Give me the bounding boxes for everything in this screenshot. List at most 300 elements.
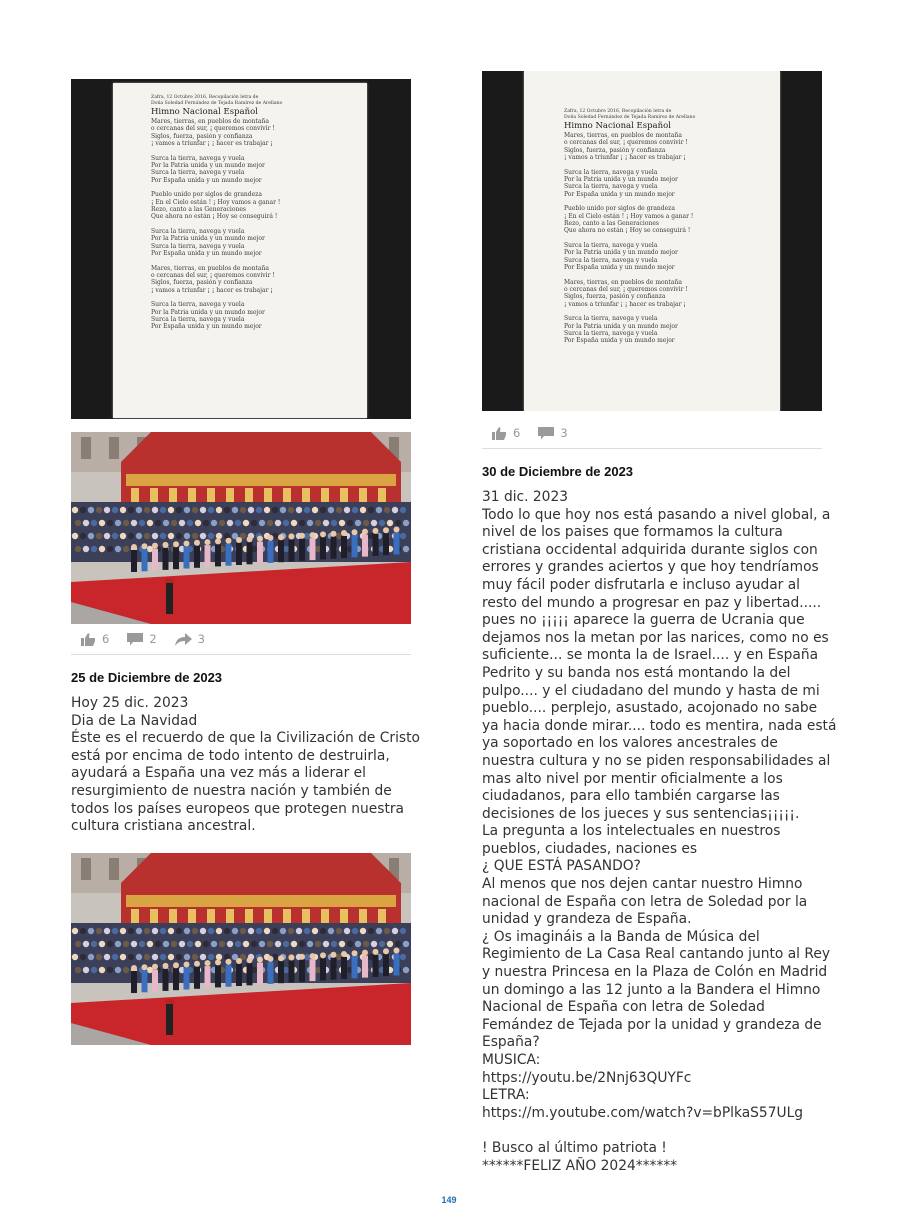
crowd-figure	[171, 520, 177, 526]
crowd-figure	[272, 507, 278, 513]
lyric-line: Por la Patria unida y un mundo mejor	[564, 176, 678, 184]
dignitary	[268, 541, 274, 563]
dignitary-head	[383, 527, 389, 533]
sheet-header-line: Zafra, 12 Octubre 2016, Recopilación letra de	[151, 95, 259, 100]
crowd-figure	[131, 941, 137, 947]
lyrics-sheet-photo[interactable]	[71, 79, 411, 419]
crowd-figure	[88, 533, 94, 539]
crowd-figure	[368, 507, 374, 513]
crowd-figure	[152, 928, 158, 934]
lyric-line: ¡ vamos a triunfar ¡ ¡ hacer es trabajar ¡	[151, 140, 273, 148]
crowd-figure	[115, 546, 121, 552]
crowd-figure	[360, 928, 366, 934]
crowd-figure	[139, 520, 145, 526]
crowd-figure	[219, 520, 225, 526]
share-action[interactable]	[175, 632, 205, 646]
text-line: está por encima de todo intento de destruirla,	[71, 747, 390, 764]
lyric-line: o cercanas del sur, ¡ queremos convivir !	[151, 125, 275, 133]
crowd-figure	[107, 941, 113, 947]
crowd-figure	[99, 941, 105, 947]
lyric-line: Surca la tierra, navega y vuela	[564, 256, 658, 264]
crowd-figure	[200, 928, 206, 934]
text-line: y nuestra Princesa en la Plaza de Colón en Madrid	[482, 964, 828, 981]
crowd-figure	[131, 520, 137, 526]
comment-count: 3	[560, 426, 568, 440]
crowd-figure	[315, 520, 321, 526]
crowd-figure	[235, 520, 241, 526]
text-line: pues no ¡¡¡¡¡ aparece la guerra de Ucrania que	[482, 612, 805, 629]
text-line: ! Busco al último patriota !	[482, 1139, 667, 1156]
crowd-figure	[336, 507, 342, 513]
dignitary-head	[142, 964, 148, 970]
dignitary	[310, 538, 316, 560]
text-line: MUSICA:	[482, 1052, 541, 1068]
text-line: España?	[482, 1034, 540, 1051]
crowd-figure	[232, 928, 238, 934]
crowd-figure	[160, 954, 166, 960]
crowd-figure	[392, 507, 398, 513]
dignitary-head	[320, 952, 326, 958]
crowd-figure	[288, 928, 294, 934]
ceremony-photo[interactable]	[71, 432, 411, 624]
stanza-gap	[564, 235, 780, 242]
crowd-figure	[88, 507, 94, 513]
crowd-figure	[259, 520, 265, 526]
crowd-figure	[371, 520, 377, 526]
crowd-figure	[88, 928, 94, 934]
dignitary-head	[383, 948, 389, 954]
crowd-figure	[83, 941, 89, 947]
crowd-figure	[139, 941, 145, 947]
lyric-line: Pueblo unido por siglos de grandeza	[151, 191, 262, 199]
dignitary-head	[215, 538, 221, 544]
dignitary-head	[394, 947, 400, 953]
lyric-line: ¡ vamos a triunfar ¡ ¡ hacer es trabajar ¡	[564, 300, 686, 308]
crowd-figure	[120, 507, 126, 513]
text-line: un domingo a las 12 junto a la Bandera el Himno	[482, 981, 821, 998]
crowd-figure	[323, 520, 329, 526]
text-line: Éste es el recuerdo de que la Civilización de Cristo	[71, 730, 420, 747]
guard	[166, 1003, 173, 1035]
text-line: dejamos nos la metan por las narices, como no es	[482, 629, 829, 646]
text-line: ¿ QUE ESTÁ PASANDO?	[482, 858, 641, 875]
crowd-figure	[267, 941, 273, 947]
crowd-figure	[115, 967, 121, 973]
crowd-figure	[80, 533, 86, 539]
dignitary-head	[299, 954, 305, 960]
crowd-figure	[91, 546, 97, 552]
like-action[interactable]	[492, 426, 520, 440]
text-line: https://m.youtube.com/watch?v=bPlkaS57ULg	[482, 1104, 804, 1121]
crowd-figure	[275, 520, 281, 526]
crowd-figure	[312, 507, 318, 513]
text-line: ciudadanos, para ello también cargarse las	[482, 788, 780, 805]
dignitary-head	[163, 542, 169, 548]
dignitary	[257, 542, 263, 564]
crowd-figure	[352, 507, 358, 513]
crowd-figure	[152, 954, 158, 960]
dignitary	[173, 547, 179, 569]
crowd-figure	[296, 507, 302, 513]
crowd-figure	[248, 507, 254, 513]
crowd-figure	[123, 520, 129, 526]
text-line: decisiones de los jueces y sus sentencias¡¡¡¡¡.	[482, 805, 800, 822]
crowd-figure	[339, 520, 345, 526]
dignitary	[131, 971, 137, 993]
crowd-figure	[176, 954, 182, 960]
crowd-figure	[304, 928, 310, 934]
crowd-figure	[307, 520, 313, 526]
crowd-figure	[347, 520, 353, 526]
lyric-line: Surca la tierra, navega y vuela	[564, 329, 658, 337]
text-line: La pregunta a los intelectuales en nuestros	[482, 823, 781, 840]
crowd-figure	[192, 533, 198, 539]
dignitary-head	[331, 531, 337, 537]
crowd-figure	[336, 928, 342, 934]
dignitary-head	[236, 537, 242, 543]
lyrics-paper	[113, 83, 367, 418]
crowd-figure	[128, 928, 134, 934]
text-line: Al menos que nos dejen cantar nuestro Himno	[482, 876, 803, 893]
lyrics-paper	[524, 71, 780, 411]
lyric-line: Por la Patria unida y un mundo mejor	[151, 308, 265, 316]
crowd-figure	[144, 954, 150, 960]
crowd-figure	[395, 520, 401, 526]
stanza-gap	[564, 272, 780, 279]
text-line: mas alto nivel por mentir oficialmente a los	[482, 770, 783, 787]
crowd-figure	[243, 941, 249, 947]
crowd-figure	[379, 941, 385, 947]
share-count: 3	[197, 632, 205, 646]
ceremony-photo-2[interactable]	[71, 853, 411, 1045]
crowd-figure	[216, 507, 222, 513]
crowd-figure	[176, 507, 182, 513]
dignitary	[362, 955, 368, 977]
crowd-figure	[216, 533, 222, 539]
dignitary	[205, 545, 211, 567]
crowd-figure	[123, 941, 129, 947]
comment-action[interactable]	[538, 426, 567, 440]
crowd-figure	[160, 507, 166, 513]
crowd-figure	[344, 507, 350, 513]
divider	[71, 654, 411, 655]
crowd-figure	[200, 533, 206, 539]
thumbs-up-icon	[81, 633, 96, 646]
dignitary	[289, 960, 295, 982]
lyric-line: ¡ En el Cielo están ! ¡ Hoy vamos a ganar !	[151, 198, 281, 206]
crowd-figure	[99, 967, 105, 973]
blank-line	[482, 1122, 822, 1140]
right-post-body	[482, 489, 837, 1175]
dignitary	[163, 969, 169, 991]
lyric-line: Surca la tierra, navega y vuela	[564, 183, 658, 191]
crowd-figure	[216, 954, 222, 960]
dignitary	[341, 957, 347, 979]
lyric-line: Siglos, fuerza, pasión y confianza	[564, 293, 666, 301]
window	[81, 858, 91, 880]
dignitary-head	[352, 950, 358, 956]
dignitary	[194, 546, 200, 568]
crowd-figure	[368, 928, 374, 934]
text-line: 31 dic. 2023	[482, 489, 569, 505]
comment-icon	[538, 427, 554, 440]
text-line: nivel de los paises que formamos la cultura	[482, 524, 783, 541]
text-line: resto del mundo a progresar en paz y libertad.....	[482, 594, 822, 611]
dignitary	[247, 542, 253, 564]
dignitary	[373, 955, 379, 977]
text-line: unidad y grandeza de España.	[482, 911, 692, 928]
crowd-figure	[163, 941, 169, 947]
text-line: ayudará a España una vez más a liderar el	[71, 765, 366, 782]
crowd-figure	[72, 954, 78, 960]
crowd-figure	[211, 520, 217, 526]
dignitary	[278, 961, 284, 983]
crowd-figure	[203, 520, 209, 526]
window	[109, 858, 119, 880]
crowd-figure	[136, 928, 142, 934]
crowd-figure	[403, 967, 409, 973]
crowd-figure	[307, 941, 313, 947]
lyrics-sheet-photo[interactable]	[482, 71, 822, 411]
crowd-figure	[400, 954, 406, 960]
guard-hat	[165, 999, 174, 1004]
text-line: todos los países europeos que protegen nuestra	[71, 800, 404, 817]
dignitary-head	[226, 538, 232, 544]
crowd-figure	[248, 928, 254, 934]
text-line: pulpo.... y el ciudadano del mundo y hasta de mi	[482, 682, 820, 699]
text-line: cristiana occidental adquirida durante siglos con	[482, 541, 818, 558]
dignitary-head	[257, 956, 263, 962]
crowd-figure	[363, 941, 369, 947]
crowd-figure	[75, 967, 81, 973]
crowd-figure	[176, 533, 182, 539]
crowd-figure	[123, 546, 129, 552]
canopy-trim	[126, 895, 396, 907]
like-action[interactable]	[81, 632, 109, 646]
lyric-line: Mares, tierras, en pueblos de montaña	[564, 132, 682, 139]
dignitary-head	[152, 543, 158, 549]
crowd-figure	[104, 928, 110, 934]
dignitary	[278, 540, 284, 562]
dignitary	[320, 537, 326, 559]
dignitary	[352, 956, 358, 978]
crowd-figure	[136, 954, 142, 960]
crowd-figure	[251, 941, 257, 947]
dignitary-head	[184, 541, 190, 547]
crowd-figure	[272, 928, 278, 934]
lyric-line: Surca la tierra, navega y vuela	[151, 242, 245, 250]
crowd-figure	[216, 928, 222, 934]
crowd-figure	[99, 520, 105, 526]
comment-action[interactable]	[127, 632, 156, 646]
lyric-line: o cercanas del sur, ¡ queremos convivir !	[564, 139, 688, 147]
crowd-figure	[184, 954, 190, 960]
lyric-line: Siglos, fuerza, pasión y confianza	[151, 132, 253, 140]
stanza-gap	[151, 184, 367, 191]
crowd-figure	[264, 928, 270, 934]
dignitary	[310, 959, 316, 981]
crowd-figure	[128, 507, 134, 513]
crowd-figure	[208, 954, 214, 960]
dignitary	[226, 964, 232, 986]
crowd-figure	[387, 941, 393, 947]
lyric-line: Surca la tierra, navega y vuela	[151, 169, 245, 177]
crowd-figure	[75, 520, 81, 526]
share-icon	[175, 633, 192, 646]
lyric-line: Por la Patria unida y un mundo mejor	[564, 249, 678, 257]
text-line: Todo lo que hoy nos está pasando a nivel global, a	[482, 506, 831, 523]
crowd-figure	[299, 941, 305, 947]
crowd-figure	[115, 941, 121, 947]
dignitary-head	[236, 958, 242, 964]
crowd-figure	[376, 507, 382, 513]
crowd-figure	[395, 941, 401, 947]
crowd-figure	[200, 954, 206, 960]
crowd-figure	[379, 520, 385, 526]
crowd-figure	[291, 520, 297, 526]
crowd-figure	[104, 954, 110, 960]
lyric-line: Por España unida y un mundo mejor	[564, 337, 675, 345]
dignitary-head	[247, 536, 253, 542]
lyric-line: Por España unida y un mundo mejor	[151, 323, 262, 331]
crowd-figure	[72, 533, 78, 539]
crowd-figure	[160, 928, 166, 934]
dignitary-head	[163, 963, 169, 969]
dignitary-head	[205, 960, 211, 966]
lyric-line: Por España unida y un mundo mejor	[564, 264, 675, 272]
dignitary	[194, 967, 200, 989]
crowd-figure	[83, 546, 89, 552]
crowd-figure	[219, 941, 225, 947]
crowd-figure	[328, 507, 334, 513]
text-line: nuestra cultura y no se piden responsabilidades al	[482, 752, 831, 769]
crowd-figure	[315, 941, 321, 947]
crowd-figure	[147, 520, 153, 526]
crowd-figure	[88, 954, 94, 960]
crowd-figure	[168, 954, 174, 960]
crowd-figure	[240, 507, 246, 513]
dignitary-head	[194, 540, 200, 546]
lyric-line: Mares, tierras, en pueblos de montaña	[151, 118, 269, 125]
dignitary	[373, 534, 379, 556]
lyric-line: Por España unida y un mundo mejor	[564, 190, 675, 198]
comment-icon	[127, 633, 143, 646]
dignitary-head	[152, 963, 158, 969]
crowd-figure	[168, 928, 174, 934]
dignitary	[184, 967, 190, 989]
dignitary-head	[278, 534, 284, 540]
dignitary-head	[373, 949, 379, 955]
dignitary-head	[205, 539, 211, 545]
stanza-gap	[151, 148, 367, 155]
crowd-figure	[112, 507, 118, 513]
post-date-heading: 30 de Diciembre de 2023	[482, 464, 634, 479]
crowd-figure	[283, 941, 289, 947]
lyric-line: Por la Patria unida y un mundo mejor	[564, 322, 678, 330]
crowd-figure	[171, 941, 177, 947]
lyric-line: Por España unida y un mundo mejor	[151, 176, 262, 184]
crowd-figure	[384, 928, 390, 934]
lyric-line: Surca la tierra, navega y vuela	[564, 315, 658, 323]
crowd-figure	[152, 507, 158, 513]
crowd-figure	[80, 928, 86, 934]
crowd-figure	[187, 520, 193, 526]
dignitary	[152, 969, 158, 991]
crowd-figure	[264, 507, 270, 513]
crowd-figure	[187, 941, 193, 947]
stanza-gap	[564, 198, 780, 205]
dignitary	[289, 540, 295, 562]
crowd-figure	[120, 928, 126, 934]
stanza-gap	[564, 162, 780, 169]
dignitary	[173, 968, 179, 990]
lyric-line: o cercanas del sur, ¡ queremos convivir !	[151, 271, 275, 279]
lyric-line: Rezo, canto a las Generaciones	[151, 206, 246, 214]
dignitary-head	[341, 530, 347, 536]
crowd-figure	[144, 928, 150, 934]
sheet-header-line: Doña Soledad Fernández de Tejada Ramírez de Arellano	[151, 101, 283, 106]
crowd-figure	[376, 928, 382, 934]
lyric-line: Mares, tierras, en pueblos de montaña	[564, 278, 682, 286]
crowd-figure	[363, 520, 369, 526]
crowd-figure	[96, 928, 102, 934]
crowd-figure	[339, 941, 345, 947]
lyric-line: Mares, tierras, en pueblos de montaña	[151, 264, 269, 272]
crowd-figure	[256, 507, 262, 513]
crowd-figure	[304, 507, 310, 513]
dignitary	[205, 966, 211, 988]
crowd-figure	[251, 520, 257, 526]
crowd-figure	[291, 941, 297, 947]
dignitary-head	[362, 949, 368, 955]
lyric-line: Pueblo unido por siglos de grandeza	[564, 205, 675, 213]
crowd-figure	[384, 507, 390, 513]
text-line: Femández de Tejada por la unidad y grandeza de	[482, 1016, 822, 1033]
text-line: ya hacia donde mirar.... todo es mentira, nada está	[482, 717, 837, 734]
dignitary	[236, 964, 242, 986]
stanza-gap	[151, 258, 367, 265]
crowd-figure	[107, 546, 113, 552]
dignitary-head	[331, 951, 337, 957]
crowd-figure	[184, 533, 190, 539]
stanza-gap	[151, 294, 367, 301]
crowd-figure	[328, 928, 334, 934]
dignitary-head	[226, 958, 232, 964]
crowd-figure	[403, 520, 409, 526]
dignitary-head	[268, 535, 274, 541]
ceremony-scene	[71, 432, 411, 624]
dignitary	[394, 533, 400, 555]
canopy-trim	[126, 474, 396, 486]
text-line: ya soportado en los valores ancestrales de	[482, 735, 778, 752]
window	[109, 437, 119, 459]
stanza-gap	[564, 308, 780, 315]
lyric-line: Surca la tierra, navega y vuela	[564, 168, 658, 176]
dignitary	[341, 536, 347, 558]
text-line: pueblos, ciudades, naciones es	[482, 840, 698, 857]
lyric-line: Rezo, canto a las Generaciones	[564, 220, 659, 228]
text-line: https://youtu.be/2Nnj63QUYFc	[482, 1069, 692, 1086]
window	[81, 437, 91, 459]
crowd-figure	[136, 507, 142, 513]
text-line: nacional de España con letra de Soledad por la	[482, 893, 808, 910]
crowd-figure	[80, 954, 86, 960]
crowd-figure	[355, 941, 361, 947]
text-line: ******FELIZ AÑO 2024******	[482, 1157, 678, 1174]
dignitary	[383, 954, 389, 976]
crowd-figure	[179, 941, 185, 947]
crowd-figure	[75, 546, 81, 552]
